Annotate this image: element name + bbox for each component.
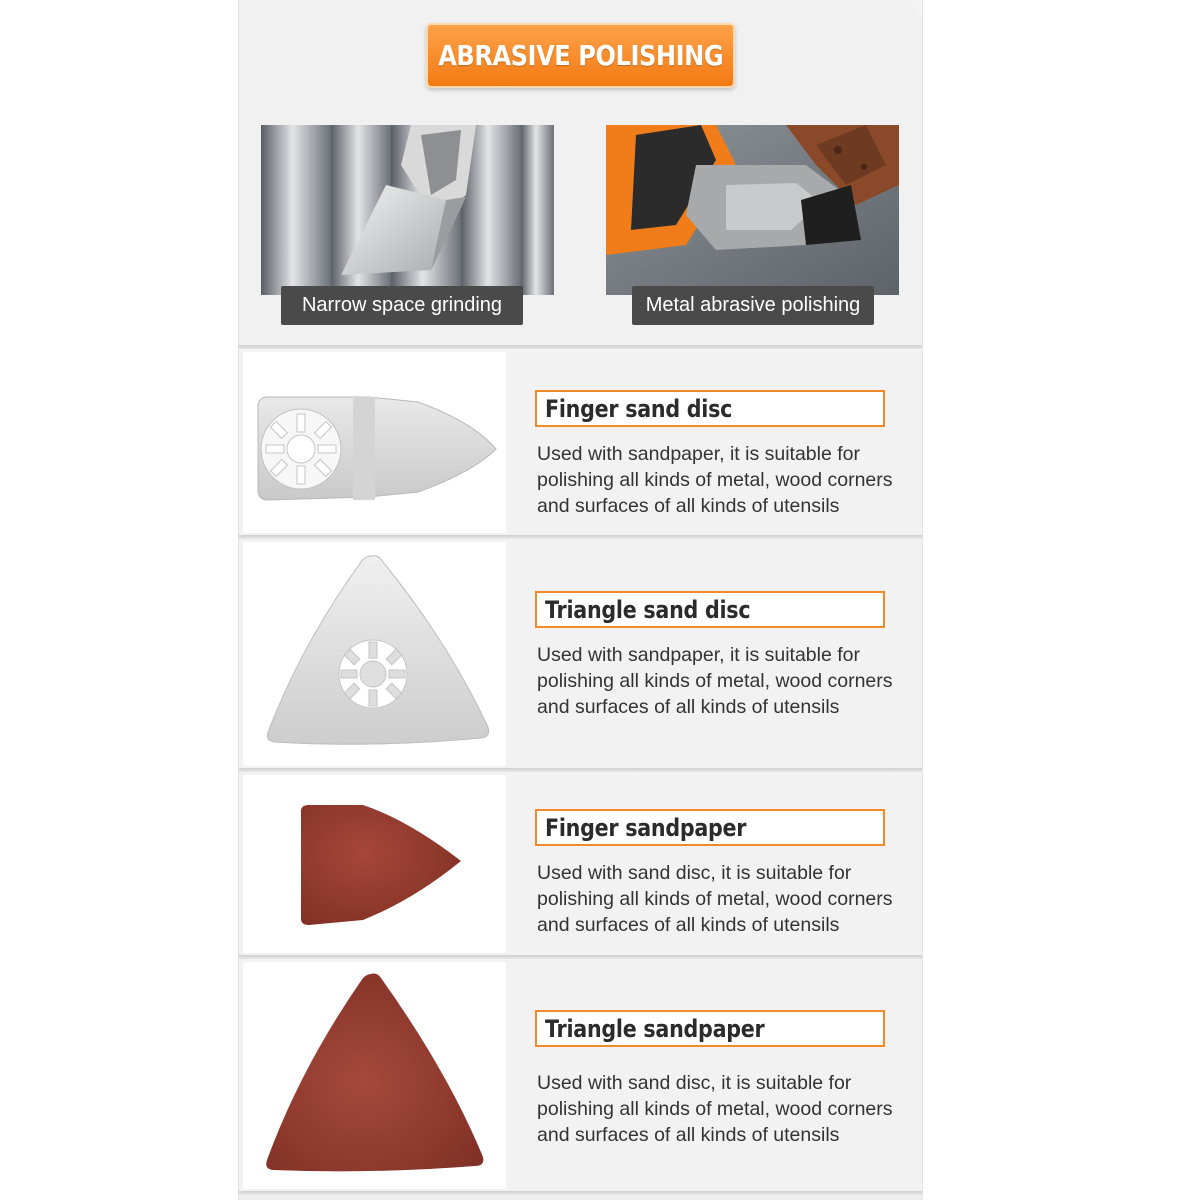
- usage-section: [239, 0, 923, 345]
- product-description: Used with sandpaper, it is suitable for polishing all kinds of metal, wood corners and surfaces of all kinds of utensils: [537, 644, 893, 718]
- triangle-sandpaper-icon: [243, 962, 506, 1189]
- photo-caption-1: Narrow space grinding: [281, 286, 523, 325]
- product-row-triangle-sandpaper: [239, 959, 923, 1191]
- triangle-sand-disc-icon: [243, 542, 506, 766]
- product-title-box: [535, 390, 885, 427]
- section-divider: [239, 1191, 923, 1195]
- product-panel: [238, 0, 923, 1200]
- product-title: Finger sand disc: [545, 394, 733, 423]
- multitool-metal-polishing-photo: [606, 125, 899, 295]
- product-title: Triangle sand disc: [545, 595, 751, 624]
- finger-sandpaper-icon: [243, 775, 506, 953]
- finger-sand-disc-icon: [243, 352, 506, 533]
- product-title-box: [535, 1010, 885, 1047]
- product-row-triangle-sand-disc: [239, 539, 923, 768]
- product-row-finger-sand-disc: [239, 349, 923, 535]
- product-title-box: [535, 591, 885, 628]
- banner-title: ABRASIVE POLISHING: [438, 39, 724, 72]
- product-description: Used with sandpaper, it is suitable for polishing all kinds of metal, wood corners and surfaces of all kinds of utensils: [537, 443, 893, 517]
- product-title: Finger sandpaper: [545, 813, 747, 842]
- product-description: Used with sand disc, it is suitable for polishing all kinds of metal, wood corners and surfaces of all kinds of utensils: [537, 1072, 893, 1146]
- product-title-box: [535, 809, 885, 846]
- section-banner: [426, 23, 735, 88]
- product-title: Triangle sandpaper: [545, 1014, 765, 1043]
- product-row-finger-sandpaper: [239, 772, 923, 955]
- photo-caption-2: Metal abrasive polishing: [632, 286, 874, 325]
- product-description: Used with sand disc, it is suitable for polishing all kinds of metal, wood corners and surfaces of all kinds of utensils: [537, 862, 893, 936]
- finger-blade-grinding-photo: [261, 125, 554, 295]
